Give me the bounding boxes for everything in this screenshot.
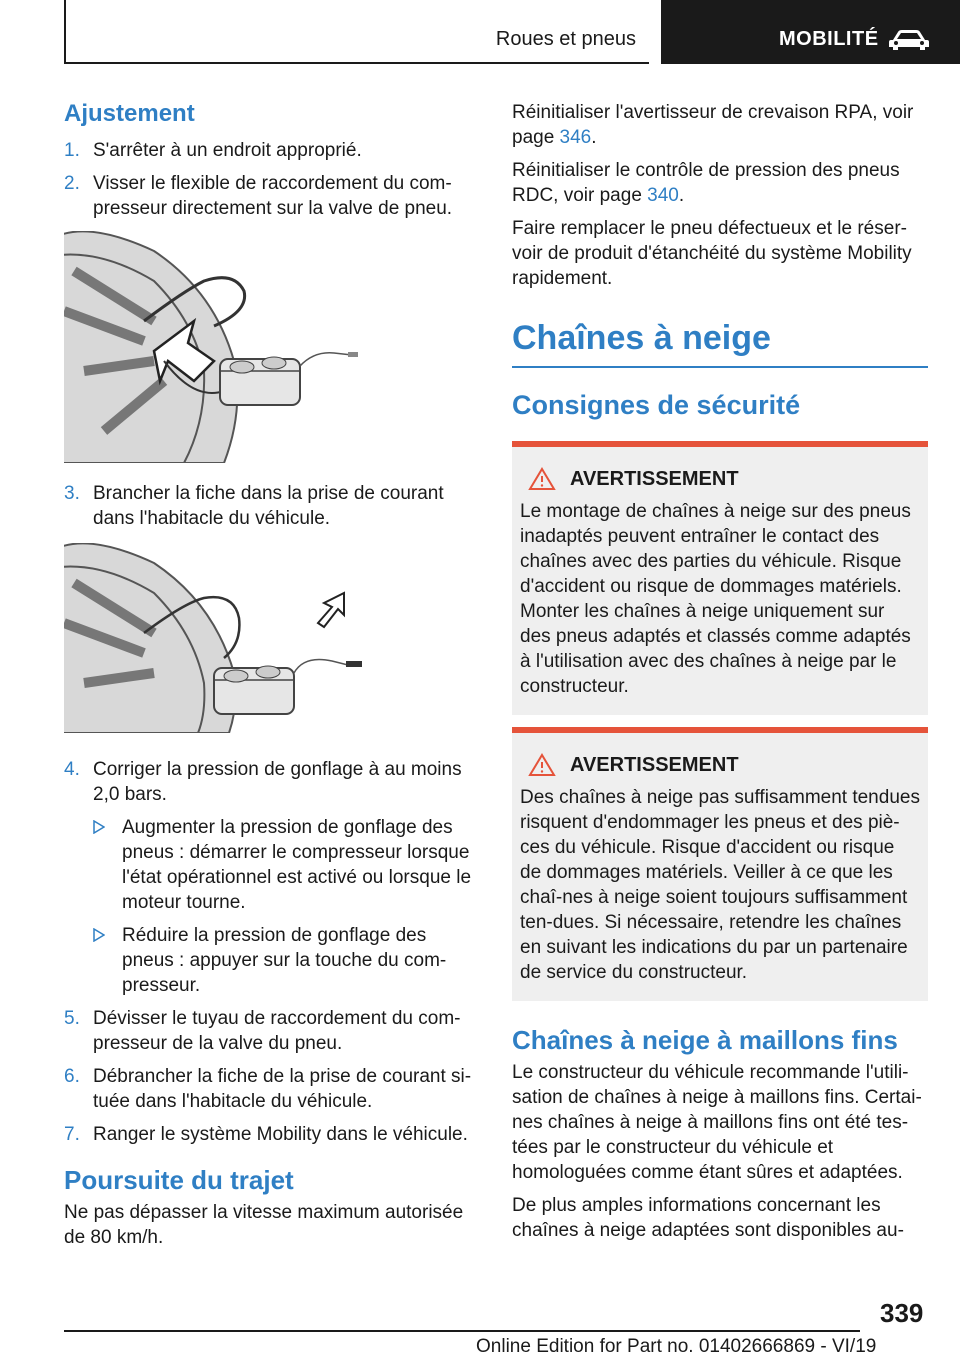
header-chapter-label: MOBILITÉ [779,28,879,50]
warning-triangle-icon [528,467,556,491]
list-item: 3. Brancher la fiche dans la prise de courant dans l'habitacle du véhicule. [64,483,444,529]
paragraph-replace: Faire remplacer le pneu défectueux et le réser‐voir de produit d'étanchéité du système Mobility rapidement. [512,218,912,289]
paragraph-recommend: Le constructeur du véhicule recommande l'utili‐sation de chaînes à neige à maillons fins. Certai‐nes chaînes à neige à maillons fins ont été tes‐tées par le constructeur du véhicule et homologuées comme étant sûres et adaptées. [512,1062,922,1183]
warning-header: AVERTISSEMENT [520,467,920,491]
triangle-bullet-icon [93,928,105,942]
triangle-bullet-icon [93,820,105,834]
warning-box-1 [512,441,928,715]
warning-header: AVERTISSEMENT [520,753,920,777]
wheel-compressor-illustration [64,231,476,463]
right-column [512,100,928,1243]
bullet-list [93,815,476,998]
chapter-rule [512,366,928,368]
heading-maillons-fins: Chaînes à neige à maillons fins [512,1025,898,1055]
steps-list-3 [64,481,476,531]
warning-text: Le montage de chaînes à neige sur des pneus inadaptés peuvent entraîner le contact des chaînes avec des parties du véhicule. Risque d'accident ou risque de dommages matériels. Monter les chaînes à neige uniquement sur des pneus adaptés et classés comme adaptés à l'utilisation avec des chaînes à neige par le constructeur. [520,501,911,697]
heading-consignes: Consignes de sécurité [512,390,801,420]
paragraph-more-info: De plus amples informations concernant les chaînes à neige adaptées sont disponibles au‐ [512,1195,904,1241]
steps-list-a [64,138,476,221]
list-item: Réduire la pression de gonflage des pneus : appuyer sur la touche du com‐presseur. [93,923,476,998]
heading-poursuite: Poursuite du trajet [64,1165,294,1195]
list-item: 2. Visser le flexible de raccordement du com‐presseur directement sur la valve de pneu. [64,173,453,219]
footer-rule [64,1330,860,1332]
left-column [64,100,476,1250]
page-link-340[interactable]: 340 [647,185,679,206]
header-section-title: Roues et pneus [495,28,636,50]
footer-edition: Online Edition for Part no. 01402666869 - VI/19 [476,1336,877,1357]
paragraph-rpa: Réinitialiser l'avertisseur de crevaison RPA, voir page 346. [512,102,914,148]
wheel-plug-illustration [64,543,476,733]
paragraph-rdc: Réinitialiser le contrôle de pression des pneus RDC, voir page 340. [512,160,900,206]
page-header [0,0,960,66]
heading-ajustement: Ajustement [64,100,195,127]
header-chapter-tab [661,0,960,64]
steps-list-4 [64,757,476,1147]
list-item: 5. Dévisser le tuyau de raccordement du com‐presseur de la valve du pneu. [64,1008,461,1054]
list-item: 1. S'arrêter à un endroit approprié. [64,140,362,161]
car-icon [887,28,931,52]
figure-compressor-valve [64,231,476,463]
chapter-title: Chaînes à neige [512,319,771,357]
list-item: Augmenter la pression de gonflage des pneus : démarrer le compresseur lorsque l'état opérationnel est activé ou lorsque le moteur tourne. [93,815,476,915]
page-number: 339 [880,1298,924,1328]
warning-triangle-icon [528,753,556,777]
warning-text: Des chaînes à neige pas suffisamment tendues risquent d'endommager les pneus et des piè‐ces du véhicule. Risque d'accident ou risque de dommages matériels. Veiller à ce que les chaî‐nes à neige soient toujours suffisamment ten‐dues. Si nécessaire, retendre les chaînes en suivant les indications du par un partenaire de service du constructeur. [520,787,920,983]
list-item: 7. Ranger le système Mobility dans le véhicule. [64,1124,468,1145]
paragraph-speed: Ne pas dépasser la vitesse maximum autorisée de 80 km/h. [64,1202,464,1248]
warning-box-2 [512,727,928,1001]
list-item: 6. Débrancher la fiche de la prise de courant si‐tuée dans l'habitacle du véhicule. [64,1066,472,1112]
list-item: 4. Corriger la pression de gonflage à au moins 2,0 bars. Augmenter la pression de gonflage des pneus : démarrer le compresseur lorsque l'état opérationnel est activé ou lorsque le moteur tourne. Réduire la pression de gonflage des pneus : appuyer sur la touche du com‐presseur. [64,757,476,998]
page-link-346[interactable]: 346 [559,127,592,148]
figure-compressor-plug [64,543,476,733]
